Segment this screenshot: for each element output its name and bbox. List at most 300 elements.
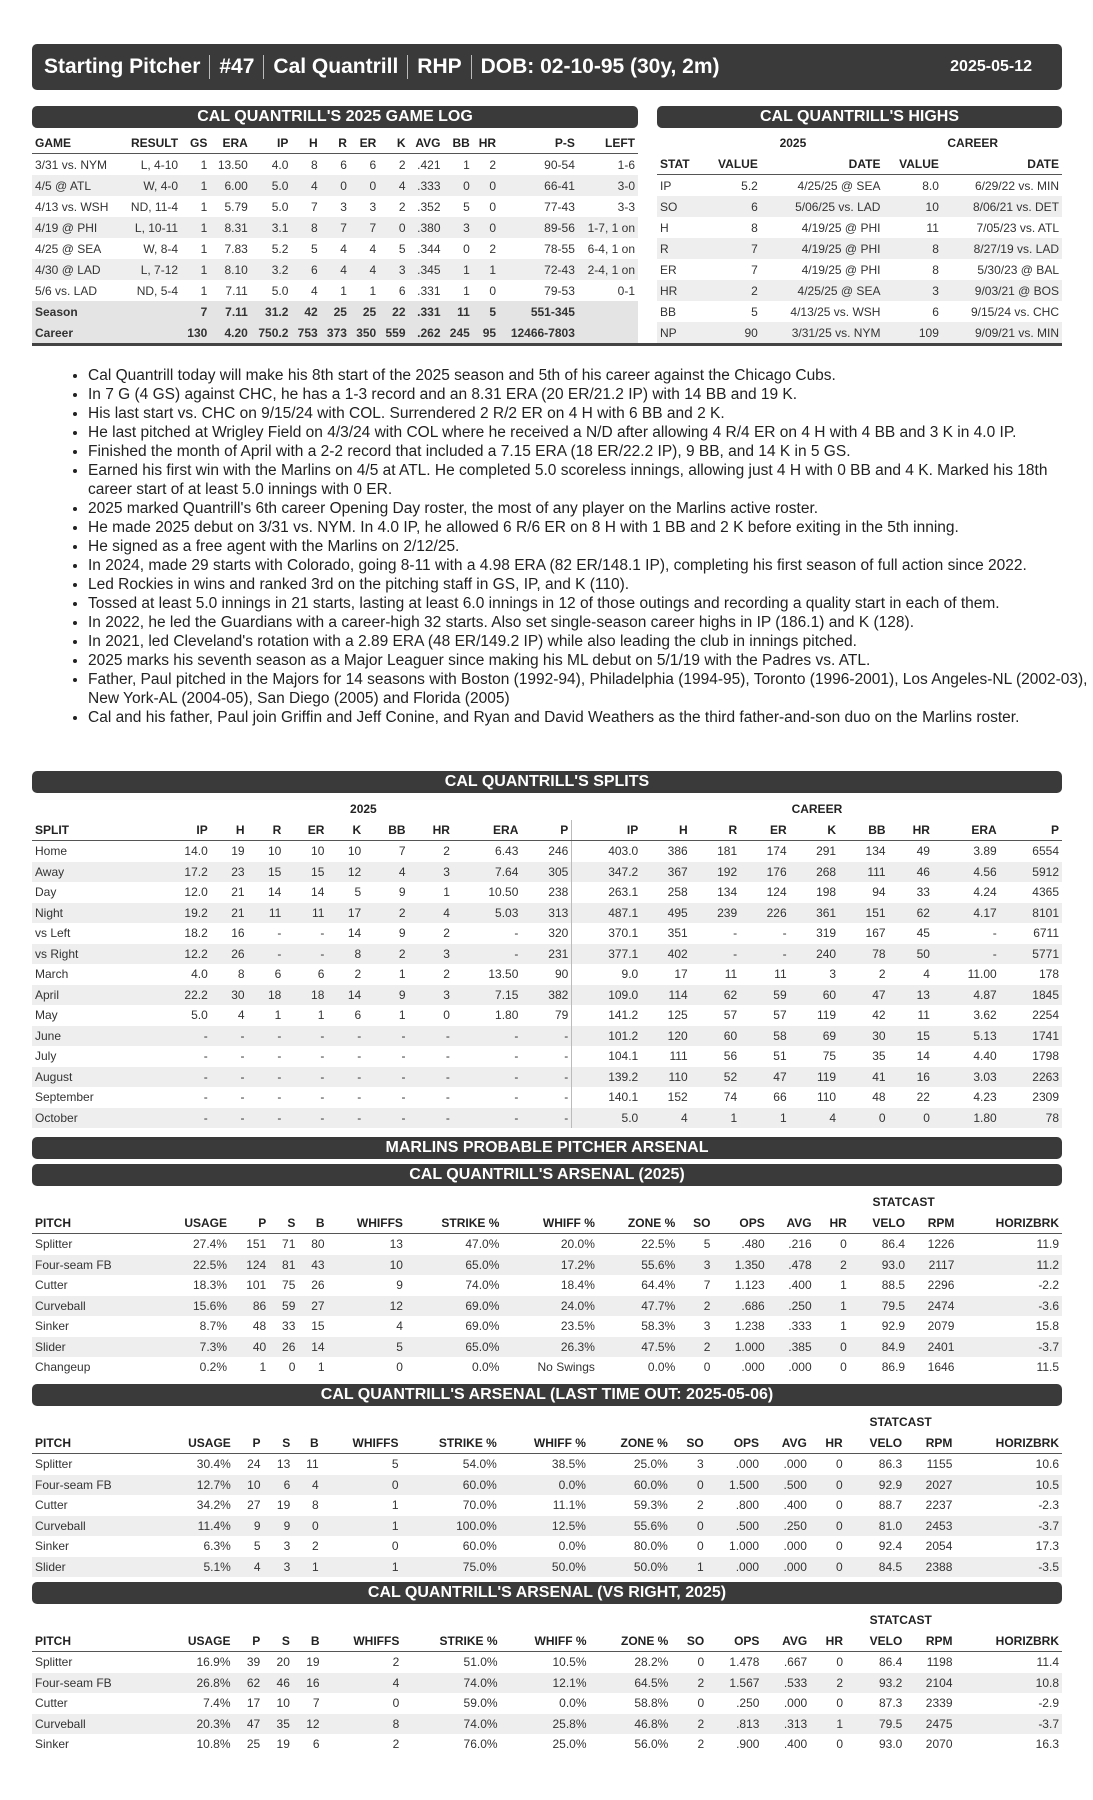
note-item: • In 2021, led Cleveland's rotation with a 2.89 ERA (48 ER/149.2 IP) while also leading the club in innings pitched.: [88, 632, 1088, 651]
table-cell: 50.0%: [589, 1557, 671, 1578]
table-cell: 0: [840, 1237, 847, 1252]
table-cell: 347.2: [572, 862, 641, 883]
table-cell: .380: [409, 217, 444, 238]
table-cell: 178: [1038, 967, 1059, 982]
table-cell: 18.3%: [192, 1278, 227, 1293]
table-cell: 4: [790, 1108, 839, 1129]
table-cell: 11: [917, 1008, 930, 1023]
table-cell: 10.8: [956, 1673, 1063, 1694]
column-header: K: [379, 132, 408, 154]
table-cell: 198: [816, 885, 837, 900]
table-row: [32, 175, 638, 196]
table-cell: 377.1: [572, 944, 641, 965]
header-title: [44, 55, 720, 79]
column-header: PITCH: [32, 1433, 159, 1454]
table-cell: 19: [306, 1655, 320, 1670]
note-item: • Tossed at least 5.0 innings in 21 starts, lasting at least 6.0 innings in 12 of those outings and recording a quality start in each of them.: [88, 594, 1088, 613]
table-cell: 3.62: [973, 1008, 997, 1023]
header-dob: DOB: 02-10-95 (30y, 2m): [480, 55, 720, 78]
table-cell: 17.2: [155, 862, 211, 883]
table-cell: -: [445, 1049, 450, 1064]
note-item: • His last start vs. CHC on 9/15/24 with COL. Surrendered 2 R/2 ER on 4 H with 6 BB and 2 K.: [88, 404, 1088, 423]
table-cell: .344: [417, 241, 441, 256]
table-cell: Career: [32, 322, 121, 343]
table-cell: 95: [473, 322, 499, 343]
table-cell: 12.7%: [159, 1475, 234, 1496]
table-cell: .250: [768, 1296, 815, 1317]
table-cell: 10.8%: [196, 1737, 231, 1752]
column-header: OPS: [707, 1631, 762, 1652]
column-header: WHIFFS: [328, 1213, 406, 1234]
table-row: [32, 1714, 1062, 1735]
table-cell: 80: [311, 1237, 325, 1252]
table-cell: 14: [916, 1049, 930, 1064]
table-cell: 19: [276, 1498, 291, 1513]
table-cell: 6: [291, 259, 320, 280]
table-cell: 93.0: [878, 1737, 903, 1752]
table-cell: 152: [667, 1090, 688, 1105]
table-cell: 9/15/24 vs. CHC: [970, 304, 1059, 319]
table-cell: 65.0%: [406, 1337, 502, 1358]
table-cell: -: [240, 1049, 245, 1064]
note-item: • In 2024, made 29 starts with Colorado, going 8-11 with a 4.98 ERA (82 ER/148.1 IP), completing his first season of full action since 2022.: [88, 556, 1088, 575]
table-cell: 4: [350, 259, 379, 280]
table-cell: 25.0%: [633, 1457, 668, 1472]
table-cell: 125: [667, 1008, 688, 1023]
table-cell: 1-7, 1 on: [578, 217, 638, 238]
column-header: ER: [350, 132, 379, 154]
table-cell: 15.8: [1035, 1319, 1059, 1334]
table-cell: 2: [398, 199, 406, 214]
table-cell: 26.8%: [159, 1673, 234, 1694]
column-header: S: [263, 1631, 293, 1652]
table-cell: 110: [641, 1067, 690, 1088]
column-header: USAGE: [157, 1213, 230, 1234]
column-header: USAGE: [159, 1433, 234, 1454]
note-item: • Earned his first win with the Marlins on 4/5 at ATL. He completed 5.0 scoreless innings, allowing just 4 H with 0 BB and 4 K. Marked his 18th career start of at least 5.0 innings with 0 ER.: [88, 461, 1088, 499]
table-cell: 3-3: [617, 199, 635, 214]
table-cell: 4.17: [933, 903, 1000, 924]
table-cell: 6711: [1033, 926, 1059, 941]
table-cell: 34.2%: [196, 1498, 231, 1513]
table-cell: .262: [409, 322, 444, 343]
table-cell: 0: [671, 1475, 707, 1496]
column-header: STAT: [657, 153, 702, 175]
table-cell: 3-0: [578, 175, 638, 196]
table-cell: 2: [671, 1714, 707, 1735]
table-cell: [578, 322, 638, 343]
table-cell: 47.0%: [465, 1237, 500, 1252]
table-cell: 1: [317, 1008, 325, 1023]
table-cell: 5/30/23 @ BAL: [977, 262, 1059, 277]
table-cell: 4/25/25 @ SEA: [797, 178, 881, 193]
column-header: IP: [251, 132, 292, 154]
table-cell: 101.2: [572, 1026, 641, 1047]
table-cell: 93.2: [846, 1673, 905, 1694]
table-cell: 0: [396, 1360, 403, 1375]
table-cell: .900: [736, 1737, 760, 1752]
table-cell: 3: [264, 1557, 294, 1578]
table-cell: 0: [836, 1498, 843, 1513]
table-cell: Home: [35, 844, 68, 859]
table-cell: 2: [364, 903, 408, 924]
table-cell: July: [35, 1049, 57, 1064]
table-row: [32, 903, 1062, 924]
table-cell: 0: [391, 1539, 399, 1554]
table-cell: 62: [234, 1673, 264, 1694]
table-cell: 17.3: [1035, 1539, 1059, 1554]
table-cell: 1.567: [707, 1673, 762, 1694]
table-cell: Splitter: [35, 1237, 73, 1252]
table-cell: 65.0%: [406, 1255, 502, 1276]
table-cell: 4: [923, 967, 930, 982]
table-cell: 5.0: [271, 199, 289, 214]
group-career: CAREER: [947, 135, 999, 150]
table-cell: 19: [231, 844, 245, 859]
column-header: K: [327, 820, 364, 841]
table-cell: .313: [762, 1714, 810, 1735]
table-cell: 86.4: [881, 1237, 906, 1252]
table-cell: .000: [735, 1457, 760, 1472]
table-cell: 1.000: [713, 1337, 767, 1358]
table-cell: -: [320, 926, 325, 941]
table-cell: 176: [740, 862, 789, 883]
column-header: P: [234, 1433, 264, 1454]
table-cell: 2: [678, 1337, 713, 1358]
table-cell: 4: [379, 175, 408, 196]
table-cell: 51.0%: [463, 1655, 498, 1670]
table-cell: 100.0%: [402, 1516, 500, 1537]
table-cell: 62: [691, 985, 740, 1006]
table-cell: 6.43: [495, 844, 519, 859]
table-cell: 5.0: [251, 175, 292, 196]
table-row: [32, 1475, 1062, 1496]
header-role: Starting Pitcher: [44, 55, 201, 78]
table-cell: 84.9: [850, 1337, 908, 1358]
table-cell: 124: [766, 885, 787, 900]
table-cell: 55.6%: [598, 1255, 678, 1276]
table-cell: 4365: [1032, 885, 1059, 900]
table-cell: 48: [252, 1319, 267, 1334]
column-header: OPS: [707, 1433, 762, 1454]
table-cell: 386: [667, 844, 688, 859]
table-cell: 3: [340, 199, 347, 214]
table-cell: .400: [783, 1498, 807, 1513]
table-cell: 4/13/25 vs. WSH: [790, 304, 881, 319]
table-cell: 76.0%: [463, 1737, 498, 1752]
table-cell: 0: [836, 1696, 843, 1711]
table-cell: 1: [391, 1498, 399, 1513]
table-cell: 1845: [1000, 985, 1062, 1006]
table-cell: 35: [263, 1714, 293, 1735]
table-cell: 3.89: [973, 844, 997, 859]
table-cell: September: [35, 1090, 94, 1105]
table-cell: 4.20: [210, 322, 251, 343]
table-row: [32, 1026, 1062, 1047]
table-cell: 12: [293, 1714, 323, 1735]
column-header: HORIZBRK: [956, 1631, 1063, 1652]
table-cell: 12.5%: [500, 1516, 589, 1537]
column-header: SO: [671, 1631, 707, 1652]
table-cell: 0.0%: [500, 1475, 589, 1496]
table-cell: L, 4-10: [140, 157, 179, 172]
table-cell: 0: [697, 1539, 704, 1554]
table-cell: 25: [246, 1737, 261, 1752]
column-header: AVG: [768, 1213, 815, 1234]
table-cell: 2: [671, 1673, 707, 1694]
table-cell: 239: [691, 903, 740, 924]
table-cell: 367: [641, 862, 690, 883]
table-cell: BB: [660, 304, 677, 319]
column-header: HR: [815, 1213, 850, 1234]
table-cell: 4.24: [973, 885, 997, 900]
table-row: [32, 1108, 1062, 1129]
table-cell: 49: [916, 844, 930, 859]
table-cell: 0: [444, 175, 473, 196]
table-cell: 15.6%: [157, 1296, 230, 1317]
table-cell: -3.7: [956, 1714, 1063, 1735]
table-cell: 17: [327, 903, 364, 924]
table-row: [32, 280, 638, 301]
column-header: HORIZBRK: [955, 1433, 1062, 1454]
table-cell: -: [248, 1067, 285, 1088]
table-cell: 350: [350, 322, 379, 343]
table-cell: 66-41: [499, 175, 578, 196]
table-cell: 4/19/25 @ PHI: [761, 238, 884, 259]
column-header: STRIKE %: [402, 1433, 500, 1454]
column-header: P: [234, 1631, 264, 1652]
table-cell: 45: [916, 926, 930, 941]
table-cell: 5: [354, 885, 362, 900]
table-cell: 5.2: [741, 178, 758, 193]
table-cell: -: [203, 1049, 208, 1064]
column-header: B: [293, 1631, 323, 1652]
table-row: [657, 196, 1062, 217]
table-cell: 22: [916, 1090, 930, 1105]
table-cell: 495: [641, 903, 690, 924]
group-row: [657, 132, 1062, 153]
table-cell: 10.5: [955, 1475, 1062, 1496]
table-cell: 64.5%: [590, 1673, 672, 1694]
table-cell: 101: [246, 1278, 267, 1293]
table-cell: 2474: [908, 1296, 957, 1317]
table-cell: -: [992, 926, 997, 941]
table-cell: -: [284, 1108, 327, 1129]
table-cell: 6: [702, 196, 760, 217]
table-cell: 231: [521, 944, 571, 965]
column-header: AVG: [409, 132, 444, 154]
table-cell: Four-seam FB: [32, 1475, 159, 1496]
table-cell: Sinker: [35, 1319, 70, 1334]
table-cell: 0: [293, 1516, 321, 1537]
table-cell: 10.50: [488, 885, 519, 900]
table-cell: 88.7: [878, 1498, 903, 1513]
table-cell: 14: [298, 1337, 327, 1358]
table-cell: 86.4: [878, 1655, 903, 1670]
table-cell: -3.5: [955, 1557, 1062, 1578]
table-cell: 74: [723, 1090, 738, 1105]
table-cell: 12.0: [184, 885, 208, 900]
table-cell: 5: [751, 304, 758, 319]
table-cell: 18.4%: [560, 1278, 595, 1293]
table-row: [32, 1255, 1062, 1276]
table-cell: 22.2: [155, 985, 211, 1006]
table-cell: 26.3%: [502, 1337, 597, 1358]
table-cell: vs Left: [35, 926, 71, 941]
table-cell: 114: [641, 985, 690, 1006]
column-header: B: [298, 1213, 327, 1234]
table-cell: 2: [489, 241, 497, 256]
group-spacer: [955, 1412, 1062, 1433]
table-cell: 70.0%: [462, 1498, 497, 1513]
table-cell: -: [155, 1067, 211, 1088]
table-cell: 4: [369, 241, 377, 256]
table-cell: 11: [284, 903, 327, 924]
table-row: [32, 259, 638, 280]
table-cell: 1: [274, 1008, 282, 1023]
arsenal-2025-title: CAL QUANTRILL'S ARSENAL (2025): [32, 1164, 1062, 1186]
table-cell: 3: [678, 1255, 713, 1276]
table-cell: 1155: [926, 1457, 953, 1472]
table-cell: 5: [391, 1457, 399, 1472]
column-header: GAME: [32, 132, 121, 154]
table-cell: 268: [790, 862, 839, 883]
table-cell: 6: [312, 1737, 320, 1752]
column-header: BB: [444, 132, 473, 154]
table-cell: 7.11: [210, 301, 251, 322]
column-header: SPLIT: [32, 820, 155, 841]
table-cell: 17.2%: [502, 1255, 597, 1276]
table-cell: 74.0%: [402, 1714, 500, 1735]
table-cell: Curveball: [32, 1516, 159, 1537]
table-cell: 17: [674, 967, 688, 982]
table-cell: .000: [741, 1360, 765, 1375]
table-cell: 6: [369, 157, 377, 172]
table-cell: 14: [267, 885, 282, 900]
table-cell: 54.0%: [462, 1457, 497, 1472]
table-cell: -2.3: [1038, 1498, 1059, 1513]
table-cell: Sinker: [35, 1539, 70, 1554]
splits-table: [32, 799, 1062, 1128]
table-cell: 89-56: [499, 217, 578, 238]
table-cell: 14.0: [184, 844, 208, 859]
table-cell: 0: [836, 1457, 843, 1472]
table-cell: 90: [554, 967, 569, 982]
table-cell: 6/29/22 vs. MIN: [974, 178, 1059, 193]
table-row: [32, 1693, 1062, 1714]
table-cell: 69: [790, 1026, 839, 1047]
table-cell: 30: [839, 1026, 888, 1047]
table-cell: 33: [916, 885, 930, 900]
column-header: LEFT: [578, 132, 638, 154]
table-cell: Curveball: [32, 1296, 157, 1317]
table-cell: vs Right: [32, 944, 155, 965]
header-row: [657, 153, 1062, 175]
table-row: [32, 862, 1062, 883]
table-cell: 134: [865, 844, 886, 859]
table-row: [32, 1275, 1062, 1296]
table-cell: -: [514, 926, 519, 941]
table-cell: 7.3%: [157, 1337, 230, 1358]
table-cell: 69.0%: [465, 1319, 500, 1334]
table-cell: 40: [230, 1337, 269, 1358]
table-cell: 0: [350, 175, 379, 196]
table-cell: 46.8%: [590, 1714, 672, 1735]
table-cell: .331: [417, 283, 441, 298]
table-cell: 16.3: [1035, 1737, 1059, 1752]
table-cell: 41: [839, 1067, 888, 1088]
table-cell: .667: [783, 1655, 808, 1670]
table-cell: 47.7%: [598, 1296, 678, 1317]
table-cell: -: [453, 944, 521, 965]
column-header: S: [264, 1433, 294, 1454]
table-cell: 0.0%: [559, 1696, 587, 1711]
table-cell: 2309: [1032, 1090, 1059, 1105]
table-cell: .421: [417, 157, 441, 172]
table-cell: 4/19/25 @ PHI: [801, 220, 881, 235]
arsenal-last-title: CAL QUANTRILL'S ARSENAL (LAST TIME OUT: 2025-05-06): [32, 1384, 1062, 1406]
table-cell: 1: [322, 1516, 402, 1537]
table-cell: 0: [836, 1539, 843, 1554]
column-header: IP: [572, 820, 641, 841]
column-header: RPM: [908, 1213, 957, 1234]
table-cell: 7: [181, 301, 210, 322]
table-cell: 6: [264, 1475, 294, 1496]
table-cell: 47: [234, 1714, 264, 1735]
table-cell: -: [401, 1090, 406, 1105]
table-cell: 8: [883, 238, 941, 259]
table-row: [32, 154, 638, 176]
table-cell: 2: [443, 844, 450, 859]
column-header: H: [211, 820, 248, 841]
table-cell: 25: [350, 301, 379, 322]
table-cell: 370.1: [572, 923, 641, 944]
table-cell: 60.0%: [462, 1539, 497, 1554]
table-cell: 59: [269, 1296, 298, 1317]
header-row: [32, 1433, 1062, 1454]
table-cell: 78: [1000, 1108, 1062, 1129]
table-cell: 60.0%: [589, 1475, 671, 1496]
table-cell: 1.123: [734, 1278, 765, 1293]
table-cell: March: [35, 967, 69, 982]
table-cell: 1646: [927, 1360, 955, 1375]
table-cell: 0-1: [617, 283, 635, 298]
table-cell: -: [409, 1026, 453, 1047]
note-item: • He last pitched at Wrigley Field on 4/3/24 with COL where he received a N/D after allowing 4 R/4 ER on 4 H with 4 BB and 3 K in 4.0 IP.: [88, 423, 1088, 442]
table-cell: 2: [354, 967, 362, 982]
table-cell: -3.7: [957, 1337, 1062, 1358]
table-cell: 1: [259, 1360, 267, 1375]
table-row: [32, 964, 1062, 985]
table-cell: W, 4-0: [121, 175, 181, 196]
table-cell: 5: [253, 1539, 261, 1554]
table-cell: 240: [790, 944, 839, 965]
header-hand: RHP: [417, 55, 462, 78]
table-cell: 59: [740, 985, 789, 1006]
table-row: [32, 944, 1062, 965]
table-cell: 2263: [1000, 1067, 1062, 1088]
table-cell: 16: [293, 1673, 323, 1694]
table-cell: H: [660, 220, 669, 235]
table-cell: 19.2: [155, 903, 211, 924]
table-cell: .000: [783, 1539, 807, 1554]
table-cell: 1.350: [713, 1255, 767, 1276]
table-row: [32, 1673, 1062, 1694]
table-cell: 8/27/19 vs. LAD: [942, 238, 1062, 259]
table-cell: 3: [409, 985, 453, 1006]
note-item: • In 2022, he led the Guardians with a career-high 32 starts. Also set single-season career highs in IP (186.1) and K (128).: [88, 613, 1088, 632]
note-item: • 2025 marks his seventh season as a Major Leaguer since making his ML debut on 5/1/19 with the Padres vs. ATL.: [88, 651, 1088, 670]
